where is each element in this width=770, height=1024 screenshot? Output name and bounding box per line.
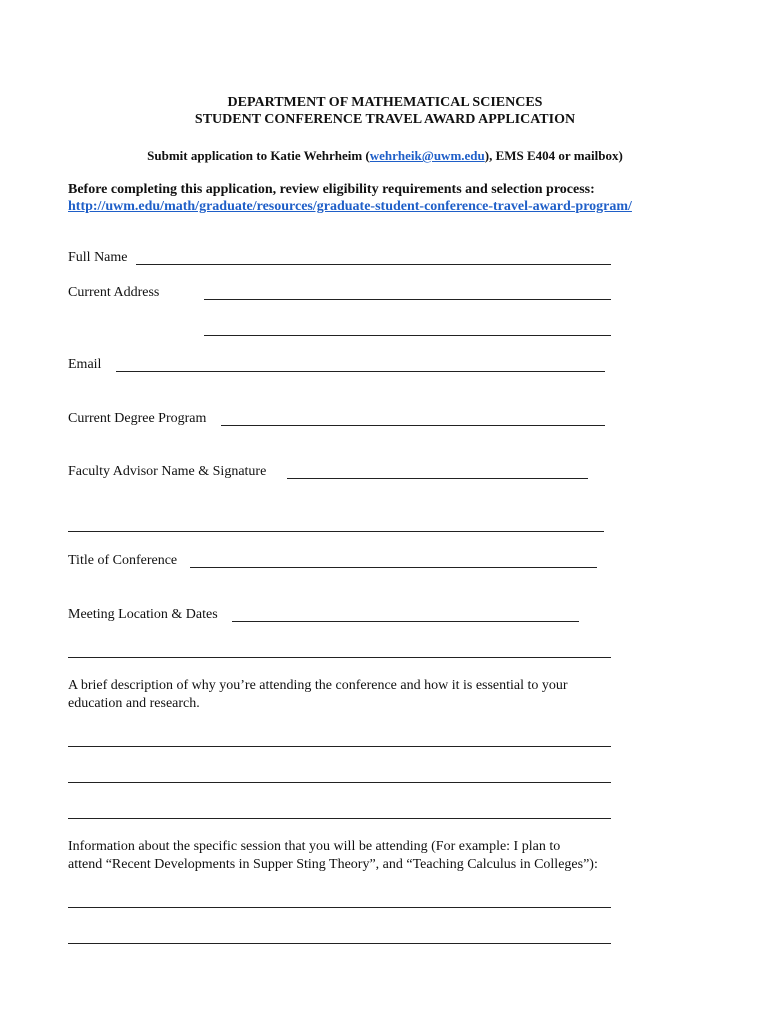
description-prompt-line-2: education and research.: [68, 696, 200, 711]
submit-suffix: ), EMS E404 or mailbox): [484, 148, 623, 163]
current-address-line-2[interactable]: [204, 335, 611, 336]
eligibility-link[interactable]: http://uwm.edu/math/graduate/resources/graduate-student-conference-travel-award-program/: [68, 199, 632, 214]
faculty-advisor-line[interactable]: [287, 478, 588, 479]
description-prompt-line-1: A brief description of why you’re attending the conference and how it is essential to your: [68, 678, 568, 693]
conference-title-line[interactable]: [190, 567, 597, 568]
email-label: Email: [68, 357, 102, 372]
degree-program-label: Current Degree Program: [68, 411, 207, 426]
session-answer-line-2[interactable]: [68, 943, 611, 944]
email-line[interactable]: [116, 371, 605, 372]
description-answer-line-3[interactable]: [68, 818, 611, 819]
session-prompt-line-1: Information about the specific session that you will be attending (For example: I plan to: [68, 839, 561, 854]
full-name-label: Full Name: [68, 250, 128, 265]
contact-email-link[interactable]: wehrheik@uwm.edu: [369, 148, 485, 163]
description-answer-line-2[interactable]: [68, 782, 611, 783]
conference-title-label: Title of Conference: [68, 553, 178, 568]
meeting-location-label: Meeting Location & Dates: [68, 607, 218, 622]
department-title: DEPARTMENT OF MATHEMATICAL SCIENCES: [227, 95, 543, 110]
eligibility-text: Before completing this application, review eligibility requirements and selection process:: [68, 182, 595, 197]
session-prompt-line-2: attend “Recent Developments in Supper Sting Theory”, and “Teaching Calculus in Colleges”):: [68, 857, 598, 872]
description-answer-line-1[interactable]: [68, 746, 611, 747]
degree-program-line[interactable]: [221, 425, 605, 426]
session-answer-line-1[interactable]: [68, 907, 611, 908]
form-title: STUDENT CONFERENCE TRAVEL AWARD APPLICATION: [194, 112, 576, 127]
submit-prefix: Submit application to Katie Wehrheim (: [147, 148, 370, 163]
current-address-label: Current Address: [68, 285, 160, 300]
full-name-line[interactable]: [136, 264, 611, 265]
meeting-location-line-2[interactable]: [68, 657, 611, 658]
submit-instructions: [0, 147, 770, 165]
meeting-location-line[interactable]: [232, 621, 579, 622]
faculty-advisor-label: Faculty Advisor Name & Signature: [68, 464, 267, 479]
current-address-line-1[interactable]: [204, 299, 611, 300]
faculty-advisor-line-2[interactable]: [68, 531, 604, 532]
eligibility-link-row: [68, 198, 632, 216]
